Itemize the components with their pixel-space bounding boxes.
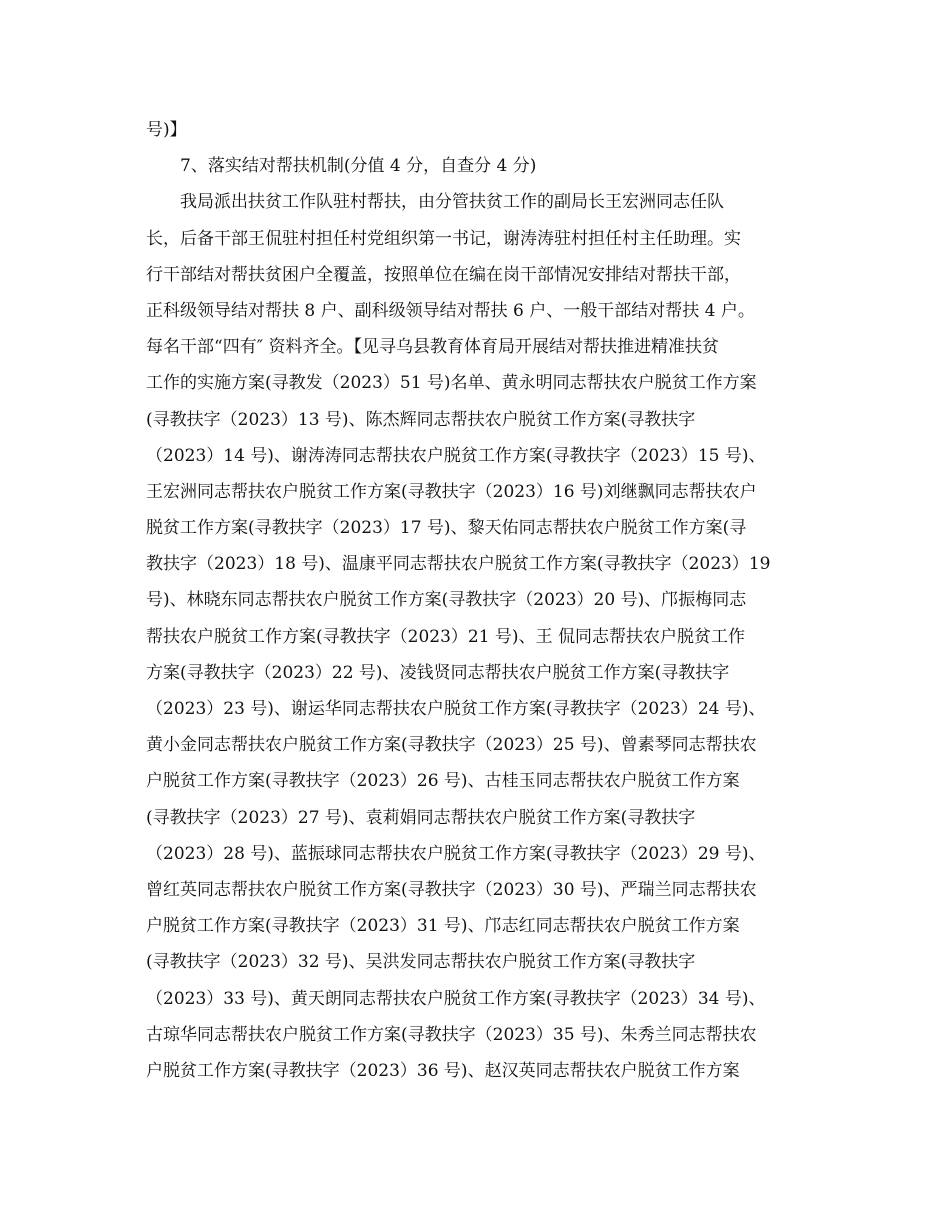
text-line: 长，后备干部王侃驻村担任村党组织第一书记，谢涛涛驻村担任村主任助理。实 xyxy=(146,228,741,249)
document-page xyxy=(146,112,806,1089)
text-line: （2023）33 号)、黄天朗同志帮扶农户脱贫工作方案(寻教扶字（2023）34 号)、 xyxy=(146,988,766,1009)
text-line: 脱贫工作方案(寻教扶字（2023）17 号)、黎天佑同志帮扶农户脱贫工作方案(寻 xyxy=(146,518,747,539)
paragraph-first-line: 我局派出扶贫工作队驻村帮扶，由分管扶贫工作的副局长王宏洲同志任队 xyxy=(180,192,724,213)
text-line: (寻教扶字（2023）27 号)、袁莉娟同志帮扶农户脱贫工作方案(寻教扶字 xyxy=(146,807,696,828)
text-line: 号)】 xyxy=(146,120,187,140)
text-line: 帮扶农户脱贫工作方案(寻教扶字（2023）21 号)、王 侃同志帮扶农户脱贫工作 xyxy=(146,626,745,647)
text-line: （2023）14 号)、谢涛涛同志帮扶农户脱贫工作方案(寻教扶字（2023）15 号)、 xyxy=(146,445,766,466)
text-line: 行干部结对帮扶贫困户全覆盖，按照单位在编在岗干部情况安排结对帮扶干部， xyxy=(146,264,741,285)
text-line: 王宏洲同志帮扶农户脱贫工作方案(寻教扶字（2023）16 号)刘继飘同志帮扶农户 xyxy=(146,481,757,502)
text-line: 户脱贫工作方案(寻教扶字（2023）26 号)、古桂玉同志帮扶农户脱贫工作方案 xyxy=(146,771,740,792)
text-line: （2023）28 号)、蓝振球同志帮扶农户脱贫工作方案(寻教扶字（2023）29 号)、 xyxy=(146,843,766,864)
section-heading: 7、落实结对帮扶机制(分值 4 分，自查分 4 分) xyxy=(180,156,537,177)
text-line: (寻教扶字（2023）13 号)、陈杰辉同志帮扶农户脱贫工作方案(寻教扶字 xyxy=(146,409,696,430)
text-line: 方案(寻教扶字（2023）22 号)、凌钱贤同志帮扶农户脱贫工作方案(寻教扶字 xyxy=(146,662,730,683)
text-line: 教扶字（2023）18 号)、温康平同志帮扶农户脱贫工作方案(寻教扶字（2023）19 xyxy=(146,554,771,575)
text-line: 号)、林晓东同志帮扶农户脱贫工作方案(寻教扶字（2023）20 号)、邝振梅同志 xyxy=(146,590,747,611)
text-line: 户脱贫工作方案(寻教扶字（2023）31 号)、邝志红同志帮扶农户脱贫工作方案 xyxy=(146,916,740,937)
text-line: 曾红英同志帮扶农户脱贫工作方案(寻教扶字（2023）30 号)、严瑞兰同志帮扶农 xyxy=(146,879,757,900)
text-line: 工作的实施方案(寻教发（2023）51 号)名单、黄永明同志帮扶农户脱贫工作方案 xyxy=(146,373,757,394)
text-line: 每名干部“四有″ 资料齐全。【见寻乌县教育体育局开展结对帮扶推进精准扶贫 xyxy=(146,337,719,358)
text-line: 古琼华同志帮扶农户脱贫工作方案(寻教扶字（2023）35 号)、朱秀兰同志帮扶农 xyxy=(146,1024,757,1045)
text-line: (寻教扶字（2023）32 号)、吴洪发同志帮扶农户脱贫工作方案(寻教扶字 xyxy=(146,952,696,973)
text-line: 户脱贫工作方案(寻教扶字（2023）36 号)、赵汉英同志帮扶农户脱贫工作方案 xyxy=(146,1060,740,1081)
text-line: （2023）23 号)、谢运华同志帮扶农户脱贫工作方案(寻教扶字（2023）24 号)、 xyxy=(146,699,766,719)
text-line: 黄小金同志帮扶农户脱贫工作方案(寻教扶字（2023）25 号)、曾素琴同志帮扶农 xyxy=(146,735,757,756)
text-line: 正科级领导结对帮扶 8 户、副科级领导结对帮扶 6 户、一般干部结对帮扶 4 户。 xyxy=(146,300,755,321)
